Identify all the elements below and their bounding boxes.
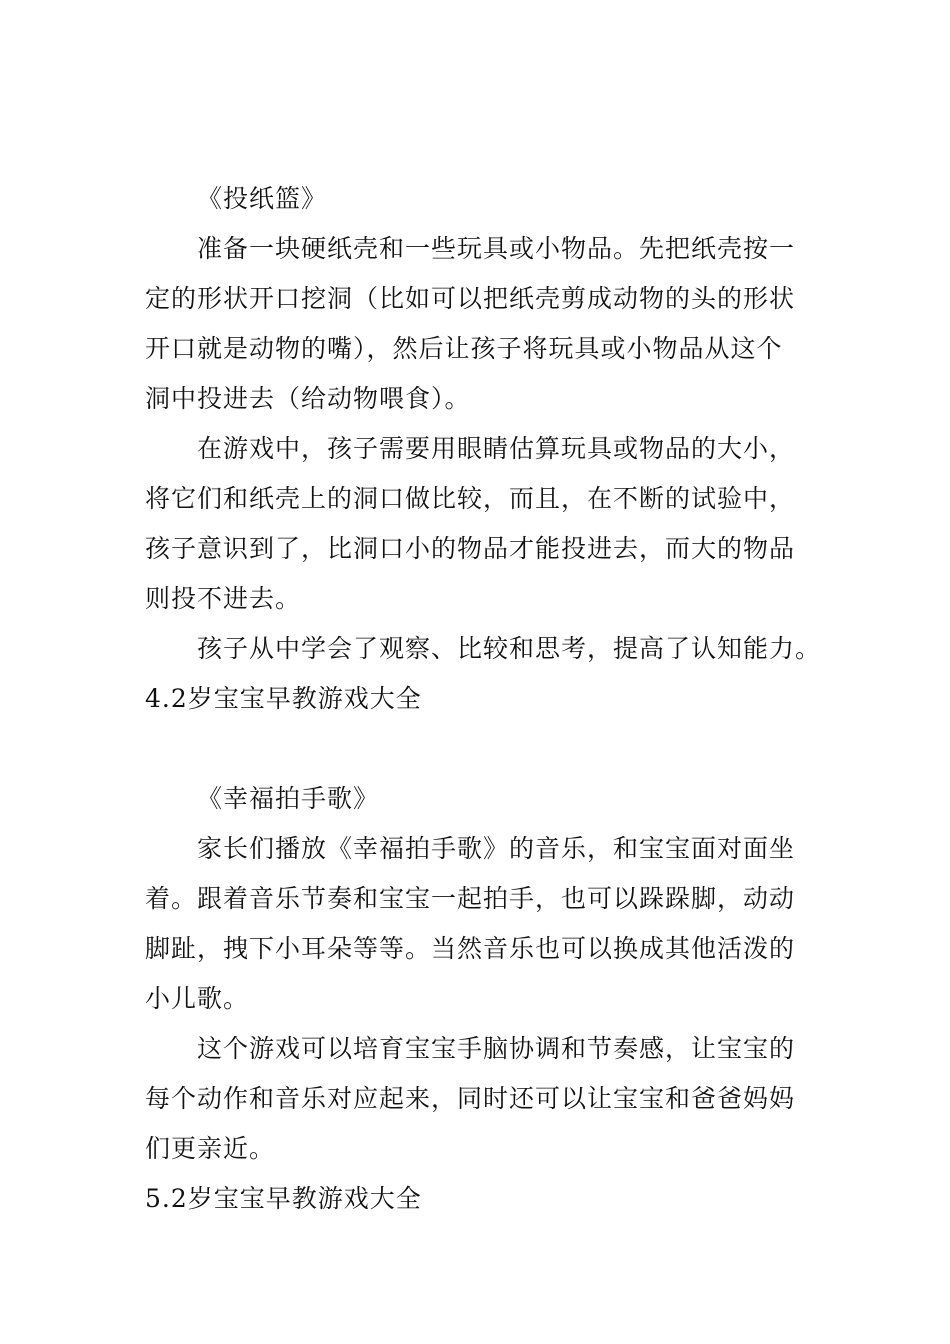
paragraph-line: 家长们播放《幸福拍手歌》的音乐，和宝宝面对面坐 bbox=[197, 834, 796, 863]
paragraph-line: 洞中投进去（给动物喂食）。 bbox=[145, 384, 471, 413]
paragraph-line: 孩子意识到了，比洞口小的物品才能投进去，而大的物品 bbox=[145, 534, 796, 563]
paragraph-line: 在游戏中，孩子需要用眼睛估算玩具或物品的大小， bbox=[197, 434, 796, 463]
paragraph-line: 则投不进去。 bbox=[145, 584, 302, 613]
paragraph-line: 着。跟着音乐节奏和宝宝一起拍手，也可以跺跺脚，动动 bbox=[145, 884, 796, 913]
game-title-tou-zhi-lan: 《投纸篮》 bbox=[197, 184, 328, 213]
section-heading-5: 5.2岁宝宝早教游戏大全 bbox=[145, 1184, 422, 1213]
paragraph-line: 们更亲近。 bbox=[145, 1134, 276, 1163]
paragraph-line: 小儿歌。 bbox=[145, 984, 250, 1013]
section-heading-4: 4.2岁宝宝早教游戏大全 bbox=[145, 684, 422, 713]
game-title-xing-fu-pai-shou-ge: 《幸福拍手歌》 bbox=[197, 784, 380, 813]
paragraph-line: 每个动作和音乐对应起来，同时还可以让宝宝和爸爸妈妈 bbox=[145, 1084, 796, 1113]
paragraph-line: 开口就是动物的嘴），然后让孩子将玩具或小物品从这个 bbox=[145, 334, 783, 363]
paragraph-line: 定的形状开口挖洞（比如可以把纸壳剪成动物的头的形状 bbox=[145, 284, 796, 313]
paragraph-line: 将它们和纸壳上的洞口做比较，而且，在不断的试验中， bbox=[145, 484, 796, 513]
paragraph-line: 这个游戏可以培育宝宝手脑协调和节奏感，让宝宝的 bbox=[197, 1034, 796, 1063]
paragraph-line: 孩子从中学会了观察、比较和思考，提高了认知能力。 bbox=[197, 634, 822, 663]
paragraph-line: 脚趾，拽下小耳朵等等。当然音乐也可以换成其他活泼的 bbox=[145, 934, 796, 963]
paragraph-line: 准备一块硬纸壳和一些玩具或小物品。先把纸壳按一 bbox=[197, 234, 796, 263]
